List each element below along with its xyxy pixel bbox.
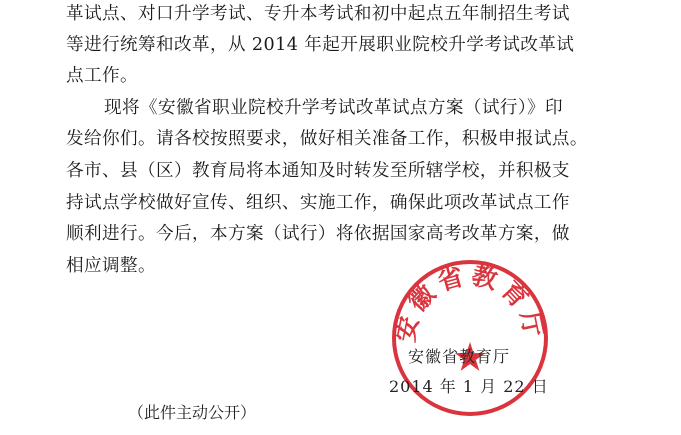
body-line-7: 持试点学校做好宣传、组织、实施工作，确保此项改革试点工作 [66,193,570,213]
issue-date: 2014 年 1 月 22 日 [389,377,549,396]
body-line-2: 等进行统筹和改革，从 2014 年起开展职业院校升学考试改革试 [66,35,575,55]
body-line-4: 现将《安徽省职业院校升学考试改革试点方案（试行）》印 [104,98,564,118]
body-line-9: 相应调整。 [66,256,156,276]
body-line-6: 各市、县（区）教育局将本通知及时转发至所辖学校，并积极支 [66,161,570,181]
svg-text:安徽省教育厅 [391,260,550,344]
public-notice: （此件主动公开） [128,403,257,422]
body-line-3: 点工作。 [66,66,138,86]
body-line-5: 发给你们。请各校按照要求，做好相关准备工作，积极申报试点。 [66,129,588,149]
body-line-8: 顺利进行。今后，本方案（试行）将依据国家高考改革方案，做 [66,224,570,244]
body-line-1: 革试点、对口升学考试、专升本考试和初中起点五年制招生考试 [66,4,570,24]
issuer-name: 安徽省教育厅 [408,347,511,366]
seal-text: 安徽省教育厅 [390,260,550,345]
